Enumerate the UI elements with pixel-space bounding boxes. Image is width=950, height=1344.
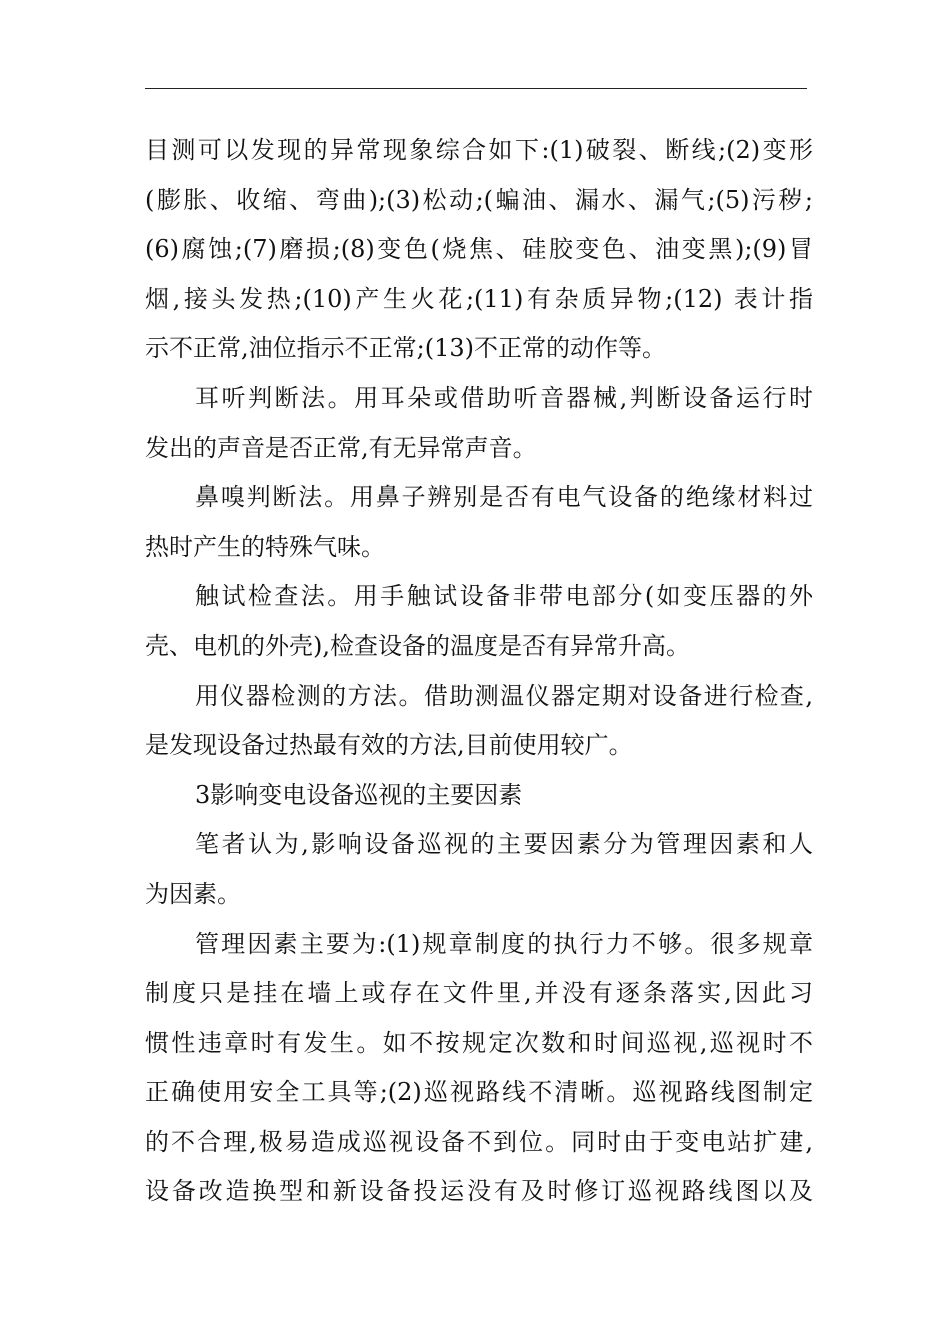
text-line: (6)腐蚀;(7)磨损;(8)变色(烧焦、硅胶变色、油变黑);(9)冒	[145, 235, 813, 264]
text-line: 惯性违章时有发生。如不按规定次数和时间巡视,巡视时不	[145, 1028, 813, 1057]
header-rule	[145, 88, 807, 89]
text-line: 的不合理,极易造成巡视设备不到位。同时由于变电站扩建,	[145, 1127, 813, 1156]
text-line: 为因素。	[145, 879, 241, 908]
document-body	[145, 126, 813, 1217]
text-line: 耳听判断法。用耳朵或借助听音器械,判断设备运行时	[195, 383, 813, 412]
text-line: 壳、电机的外壳),检查设备的温度是否有异常升高。	[145, 631, 690, 660]
text-line: 鼻嗅判断法。用鼻子辨别是否有电气设备的绝缘材料过	[195, 483, 813, 512]
text-line: 设备改造换型和新设备投运没有及时修订巡视路线图以及	[145, 1177, 813, 1206]
text-line: 示不正常,油位指示不正常;(13)不正常的动作等。	[145, 334, 666, 363]
text-line: 用仪器检测的方法。借助测温仪器定期对设备进行检查,	[195, 681, 813, 710]
text-line: 热时产生的特殊气味。	[145, 532, 385, 561]
text-line: 目测可以发现的异常现象综合如下:(1)破裂、断线;(2)变形	[145, 136, 813, 164]
text-line: 笔者认为,影响设备巡视的主要因素分为管理因素和人	[195, 830, 813, 859]
text-line: 正确使用安全工具等;(2)巡视路线不清晰。巡视路线图制定	[145, 1078, 813, 1107]
text-line: 触试检查法。用手触试设备非带电部分(如变压器的外	[195, 582, 813, 611]
text-line: 3影响变电设备巡视的主要因素	[195, 780, 523, 809]
text-line: 烟,接头发热;(10)产生火花;(11)有杂质异物;(12) 表计指	[145, 284, 813, 313]
text-line: 管理因素主要为:(1)规章制度的执行力不够。很多规章	[195, 929, 813, 958]
text-line: 制度只是挂在墙上或存在文件里,并没有逐条落实,因此习	[145, 979, 813, 1008]
text-line: 发出的声音是否正常,有无异常声音。	[145, 433, 537, 462]
text-line: (膨胀、收缩、弯曲);(3)松动;(蝙油、漏水、漏气;(5)污秽;	[145, 185, 813, 214]
text-line: 是发现设备过热最有效的方法,目前使用较广。	[145, 731, 633, 760]
